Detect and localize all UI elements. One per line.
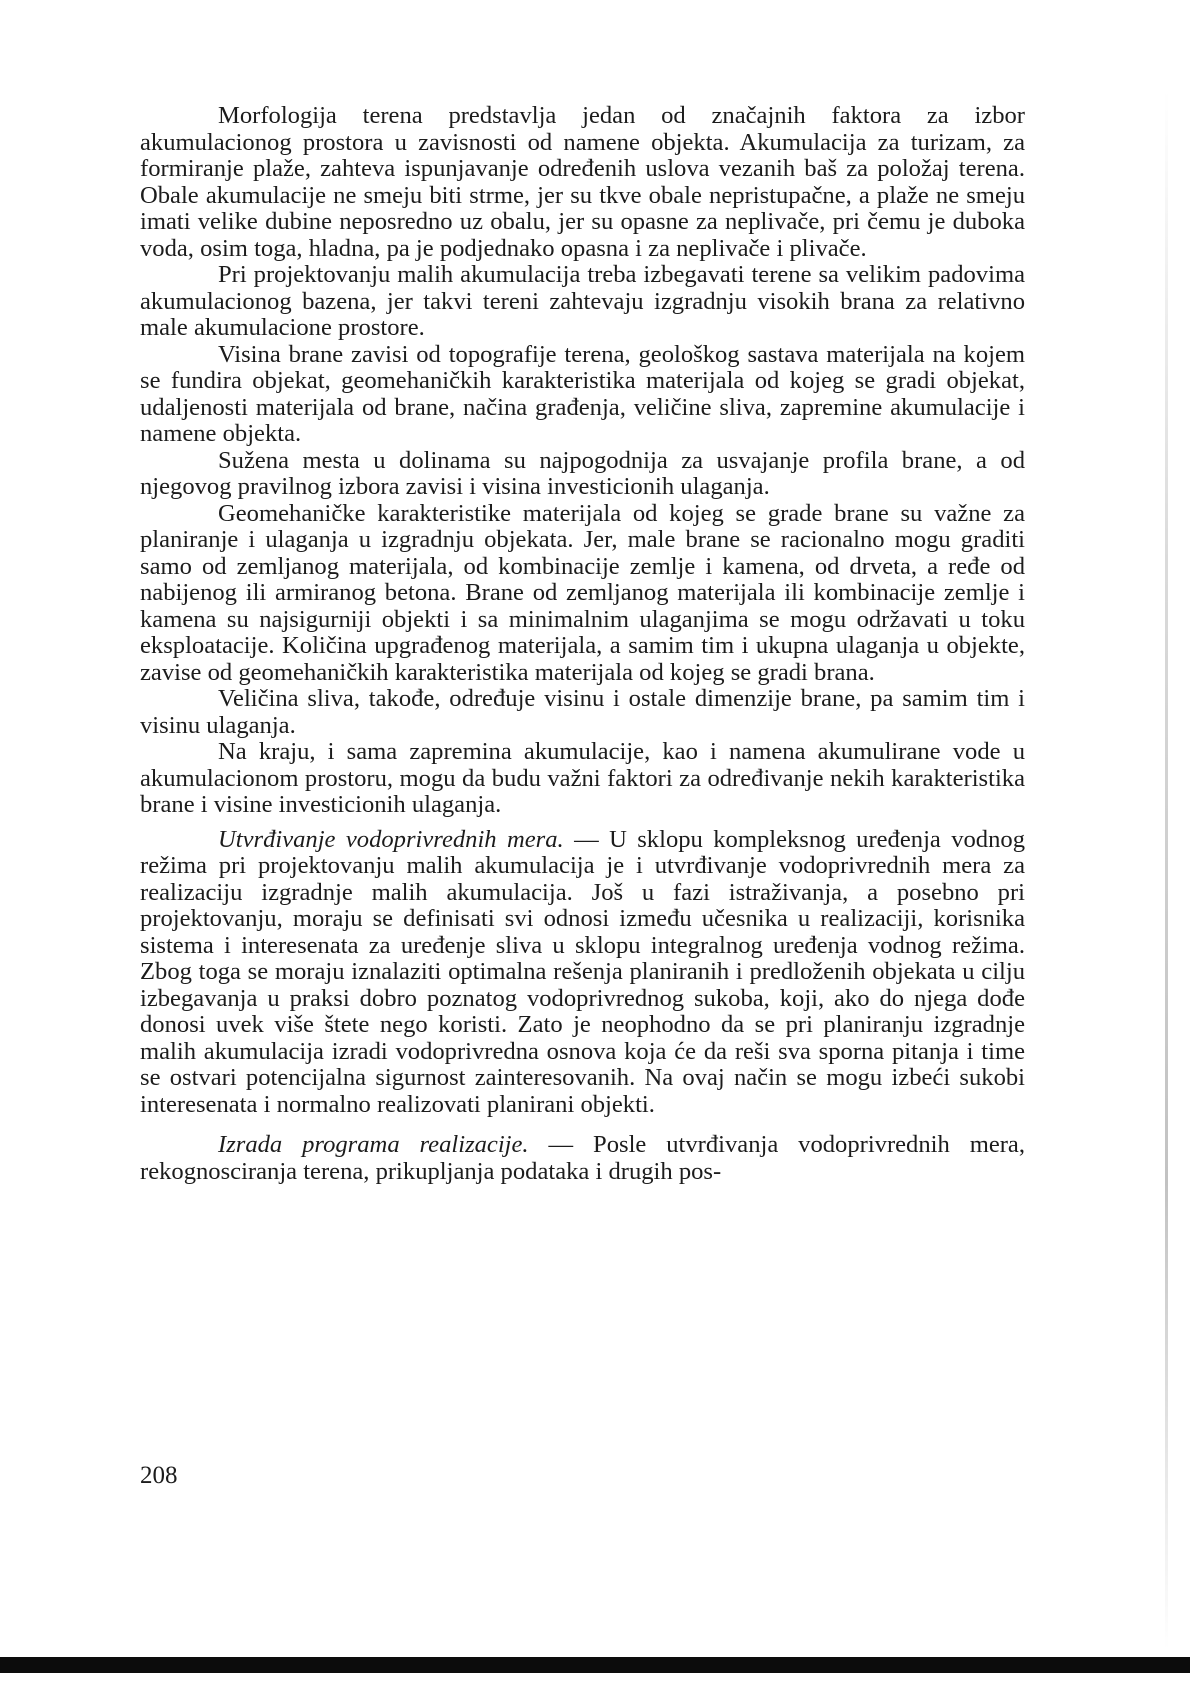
scan-bottom-border [0, 1657, 1190, 1673]
section-water-measures [140, 827, 1025, 1119]
section-text-program: — Posle utvrđivanja vodoprivrednih mera, rekognosciranja terena, prikupljanja podataka i drugih pos- [140, 1131, 1026, 1185]
section-program [140, 1132, 1025, 1185]
page-number: 208 [140, 1462, 178, 1489]
paragraph-reservoir-volume: Na kraju, i sama zapremina akumulacije, kao i namena akumulirane vode u akumulacionom prostoru, mogu da budu važni faktori za određivanje nekih karakteristika brane i visine investicionih ulaganja. [140, 738, 1025, 818]
section-title-water-measures: Utvrđivanje vodoprivrednih mera. [218, 825, 564, 853]
section-title-program: Izrada programa realizacije. [218, 1131, 529, 1158]
paragraph-basin-size: Veličina sliva, takođe, određuje visinu i ostale dimenzije brane, pa samim tim i visinu ulaganja. [140, 685, 1025, 739]
page-body [140, 103, 1025, 1185]
section-text-water-measures: — U sklopu kompleksnog uređenja vodnog režima pri projektovanju malih akumulacija je i utvrđivanje vodoprivrednih mera za realizaciju izgradnje malih akumulacija. Još u fazi istraživanja, a posebno pri projektovanju, moraju se definisati svi odnosi između učesnika u realizaciji, korisnika sistema i interesenata za uređenje sliva u sklopu integralnog uređenja vodnog režima. Zbog toga se moraju iznalaziti optimalna rešenja planiranih i predloženih objekata u cilju izbegavanja u praksi dobro poznatog vodoprivrednog sukoba, koji, ako do njega dođe donosi uvek više štete nego koristi. Zato je neophodno da se pri planiranju izgradnje malih akumulacija izradi vodoprivredna osnova koja će da reši sva sporna pitanja i time se ostvari potencijalna sigurnost zainteresovanih. Na ovaj način se mogu izbeći sukobi interesenata i normalno realizovati planirani objekti. [140, 825, 1025, 1118]
paragraph-geomechanics: Geomehaničke karakteristike materijala od kojeg se grade brane su važne za planiranje i ulaganja u izgradnju objekata. Jer, male brane se racionalno mogu graditi samo od zemljanog materijala, od kombinacije zemlje i kamena, od drveta, a ređe od nabijenog ili armiranog betona. Brane od zemljanog materijala ili kombinacije zemlje i kamena su najsigurniji objekti i sa minimalnim ulaganjima se mogu održavati u toku eksploatacije. Količina upgrađenog materijala, a samim tim i ukupna ulaganja u objekte, zavise od geomehaničkih karakteristika materijala od kojeg se gradi brana. [140, 499, 1025, 686]
paragraph-dam-height: Visina brane zavisi od topografije terena, geološkog sastava materijala na kojem se fundira objekat, geomehaničkih karakteristika materijala od kojeg se gradi objekat, udaljenosti materijala od brane, načina građenja, veličine sliva, zapremine akumulacije i namene objekta. [140, 340, 1025, 447]
paragraph-slopes: Pri projektovanju malih akumulacija treba izbegavati terene sa velikim padovima akumulacionog bazena, jer takvi tereni zahtevaju izgradnju visokih brana za relativno male akumulacione prostore. [140, 261, 1025, 341]
paragraph-morphology: Morfologija terena predstavlja jedan od značajnih faktora za izbor akumulacionog prostora u zavisnosti od namene objekta. Akumulacija za turizam, za formiranje plaže, zahteva ispunjavanje određenih uslova vezanih baš za položaj terena. Obale akumulacije ne smeju biti strme, jer su tkve obale nepristupačne, a plaže ne smeju imati velike dubine neposredno uz obalu, jer su opasne za neplivače, pri čemu je duboka voda, osim toga, hladna, pa je podjednako opasna i za neplivače i plivače. [140, 102, 1025, 262]
scan-margin-edge [1165, 90, 1168, 1650]
paragraph-narrow-sites: Sužena mesta u dolinama su najpogodnija za usvajanje profila brane, a od njegovog pravilnog izbora zavisi i visina investicionih ulaganja. [140, 446, 1025, 500]
